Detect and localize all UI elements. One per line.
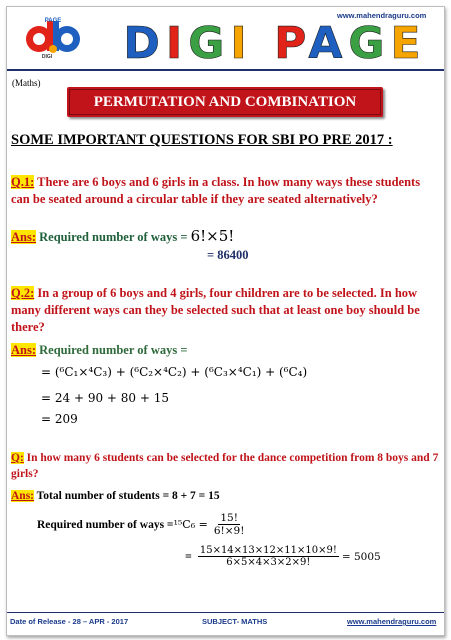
question-1	[11, 174, 441, 208]
answer-3	[11, 488, 441, 505]
a1-text: Required number of ways =	[36, 230, 191, 244]
footer-url[interactable]: www.mahendraguru.com	[347, 617, 437, 626]
a3-fraction-2	[198, 545, 339, 568]
q1-label: Q.1:	[11, 175, 35, 189]
footer-date: Date of Release - 28 – APR - 2017	[10, 617, 129, 626]
q3-label: Q:	[11, 452, 24, 464]
digi-page-logo	[17, 15, 89, 59]
topic-title: PERMUTATION AND COMBINATION	[93, 93, 357, 110]
header-divider	[7, 69, 444, 71]
q1-text: There are 6 boys and 6 girls in a class. In how many ways these students can be seated around a circular table if they are seated alternatively?	[11, 175, 421, 206]
a1-label: Ans:	[11, 230, 37, 244]
a2-line-3: = 209	[41, 412, 78, 426]
banner-title: DIGI PAGE	[123, 19, 427, 65]
answer-2	[11, 342, 441, 359]
a3-frac2-den: 6×5×4×3×2×9!	[226, 557, 311, 568]
a3-required-label: Required number of ways =	[37, 518, 174, 531]
a3-result: = 5005	[341, 550, 381, 563]
q2-text: In a group of 6 boys and 4 girls, four children are to be selected. In how many different ways can they be selected such that at least one boy should be there?	[11, 286, 420, 334]
a2-line-1: = (⁶C₁×⁴C₃) + (⁶C₂×⁴C₂) + (⁶C₃×⁴C₁) + (⁶C₄)	[41, 365, 308, 379]
a3-equals: =	[185, 549, 192, 563]
q2-label: Q.2:	[11, 286, 35, 300]
a3-fraction-1	[212, 512, 247, 537]
a3-text: Total number of students = 8 + 7 = 15	[34, 490, 220, 502]
a3-frac1-den: 6!×9!	[213, 525, 245, 537]
question-2	[11, 285, 441, 336]
footer-subject: SUBJECT- MATHS	[202, 617, 268, 626]
a3-combination: ¹⁵C₆ =	[173, 518, 208, 531]
a3-label: Ans:	[11, 490, 35, 502]
topic-title-box	[67, 87, 383, 117]
logo-text-bottom: DIGI	[41, 54, 53, 59]
footer-divider	[7, 612, 444, 613]
answer-1	[11, 228, 441, 246]
document-page	[6, 6, 445, 636]
subject-tag: (Maths)	[12, 78, 41, 88]
a1-result: = 86400	[207, 248, 249, 262]
question-3	[11, 450, 441, 482]
a3-frac1-num: 15!	[220, 512, 238, 524]
digi-page-banner	[111, 19, 439, 65]
a2-line-2: = 24 + 90 + 80 + 15	[41, 391, 169, 405]
a3-frac2-num: 15×14×13×12×11×10×9!	[199, 545, 337, 556]
section-title: SOME IMPORTANT QUESTIONS FOR SBI PO PRE 2017 :	[11, 132, 393, 148]
a3-required-line	[37, 512, 246, 537]
q3-text: In how many 6 students can be selected for the dance competition from 8 boys and 7 girls?	[11, 452, 439, 480]
a3-expansion-line	[185, 545, 381, 568]
site-url-top[interactable]: www.mahendraguru.com	[337, 11, 427, 20]
a2-label: Ans:	[11, 343, 37, 357]
a2-text: Required number of ways =	[36, 343, 188, 357]
logo-text-top: PAGE	[44, 18, 62, 24]
a1-expression: 6!×5!	[190, 227, 235, 245]
